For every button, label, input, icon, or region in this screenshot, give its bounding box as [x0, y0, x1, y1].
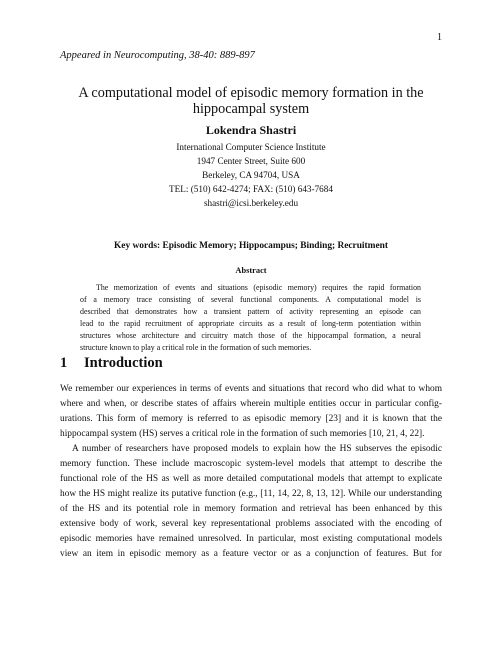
- body-line: A number of researchers have proposed models to explain how the HS subserves the episodic: [72, 444, 442, 454]
- section-title: Introduction: [84, 355, 163, 371]
- section-number: 1: [60, 355, 68, 371]
- abstract-line: structure known to play a critical role in the formation of such memories.: [80, 343, 312, 352]
- body-line: memory function. These include macroscopic system-level models that attempt to describe the: [60, 459, 442, 469]
- author-email: shastri@icsi.berkeley.edu: [203, 198, 299, 208]
- title-line: A computational model of episodic memory formation in the: [78, 85, 424, 101]
- affiliation-line: TEL: (510) 642-4274; FAX: (510) 643-7684: [169, 184, 333, 194]
- abstract-line: lead to the rapid recruitment of appropriate circuits as a result of long-term potentiation within: [80, 319, 421, 328]
- body-line: We remember our experiences in terms of events and situations that record who did what to whom: [60, 384, 442, 394]
- body-line: where and when, or describe states of affairs wherein multiple entities occur in particular config-: [60, 399, 442, 409]
- body-line: episodic memories have remained unresolved. In particular, most existing computational models: [60, 534, 442, 544]
- abstract-line: of a memory trace consisting of several functional components. A computational model is: [80, 295, 421, 304]
- abstract-line: described that demonstrates how a transient pattern of activity representing an episode can: [80, 307, 421, 316]
- body-line: hippocampal system (HS) serves a critical role in the formation of such memories [10, 21, 4, 22].: [60, 429, 425, 439]
- affiliation-line: Berkeley, CA 94704, USA: [202, 170, 300, 180]
- keywords: Key words: Episodic Memory; Hippocampus; Binding; Recruitment: [114, 241, 388, 251]
- body-line: how the HS might realize its putative function (e.g., [11, 14, 22, 8, 13, 12]. While our understanding: [60, 489, 442, 499]
- abstract-line: The memorization of events and situations (episodic memory) requires the rapid formation: [96, 283, 421, 292]
- body-line: functional role of the HS as well as more detailed computational models that attempt to explicate: [60, 474, 442, 484]
- section-heading: [60, 355, 163, 372]
- body-line: of the HS and its potential role in memory formation and retrieval has been enhanced by this: [60, 504, 442, 514]
- body-line: extensive body of work, several key representational problems associated with the encoding of: [60, 519, 442, 529]
- author-name: Lokendra Shastri: [205, 123, 297, 137]
- abstract-line: structures whose architecture and circuitry match those of the hippocampal formation, a neural: [80, 331, 421, 340]
- venue-note: Appeared in Neurocomputing, 38-40: 889-897: [60, 50, 255, 61]
- page-number: 1: [437, 32, 442, 43]
- body-line: urations. This form of memory is referred to as episodic memory [23] and it is known that the: [60, 414, 442, 424]
- affiliation-line: International Computer Science Institute: [176, 142, 326, 152]
- affiliation-line: 1947 Center Street, Suite 600: [196, 156, 306, 166]
- abstract-heading: Abstract: [235, 266, 267, 275]
- title-line: hippocampal system: [192, 100, 310, 117]
- paper-title: [60, 86, 442, 117]
- body-line: view an item in episodic memory as a feature vector or as a conjunction of features. But for: [60, 549, 442, 559]
